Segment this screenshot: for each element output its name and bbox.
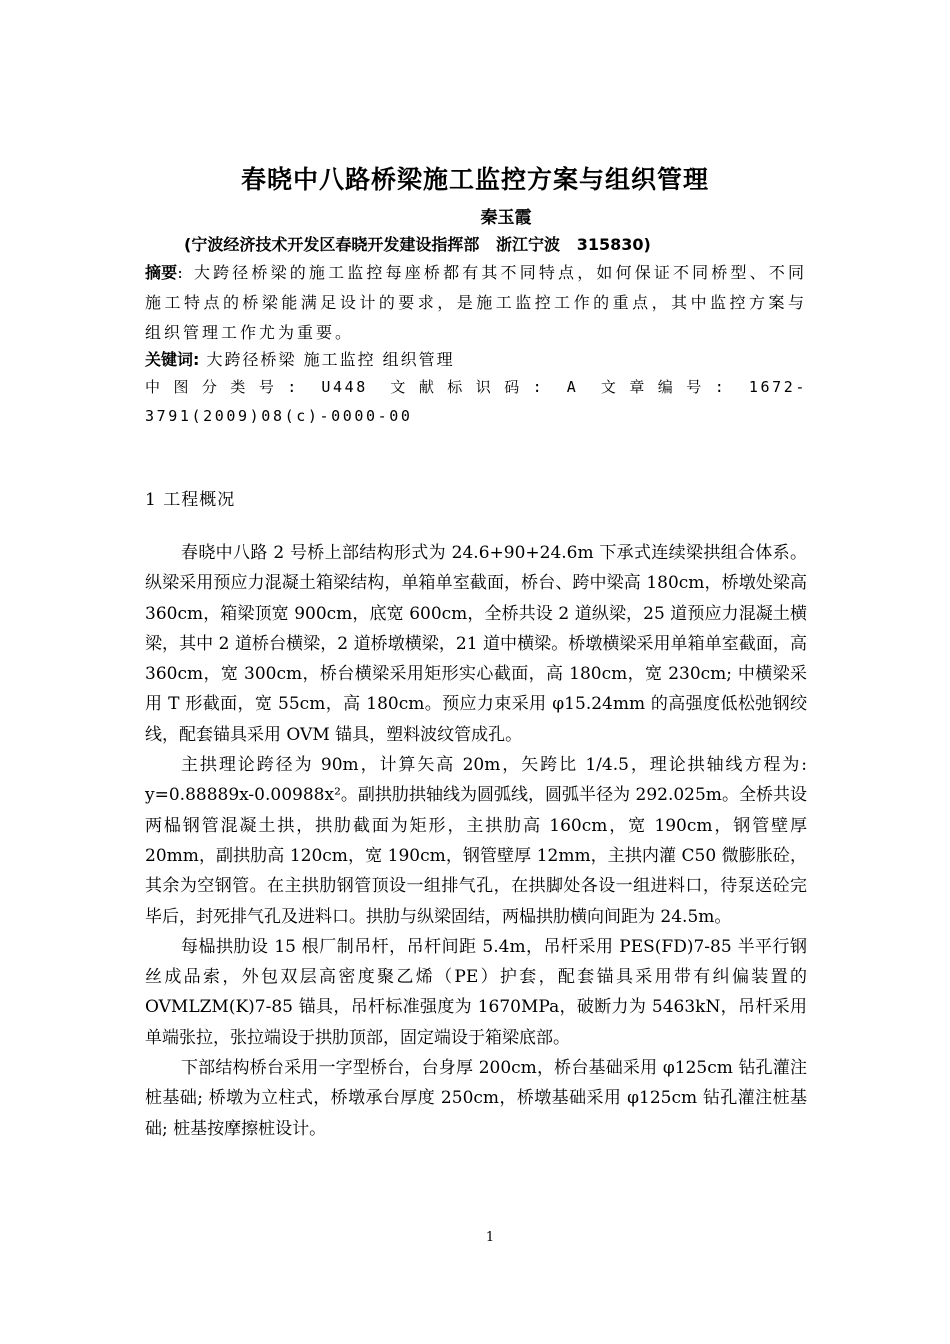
body-paragraph: 主拱理论跨径为 90m，计算矢高 20m，矢跨比 1/4.5，理论拱轴线方程为: y=0.88889x-0.00988x²。副拱肋拱轴线为圆弧线，圆弧半径为 292.025m。全桥共设两榀钢管混凝土拱，拱肋截面为矩形，主拱肋高 160cm，宽 190cm，钢管壁厚 20mm，副拱肋高 120cm，宽 190cm，钢管壁厚 12mm，主拱内灌 C50 微膨胀砼，其余为空钢管。在主拱肋钢管顶设一组排气孔，在拱脚处各设一组进料口，待泵送砼完毕后，封死排气孔及进料口。拱肋与纵梁固结，两榀拱肋横向间距为 24.5m。 (145, 755, 807, 927)
body-text (145, 538, 807, 1144)
keywords-label: 关键词: (145, 350, 200, 369)
abstract-text: : 大跨径桥梁的施工监控每座桥都有其不同特点，如何保证不同桥型、不同施工特点的桥梁能满足设计的要求，是施工监控工作的重点，其中监控方案与组织管理工作尤为重要。 (145, 263, 807, 342)
paper-title: 春晓中八路桥梁施工监控方案与组织管理 (240, 165, 709, 194)
body-paragraph: 春晓中八路 2 号桥上部结构形式为 24.6+90+24.6m 下承式连续梁拱组合体系。纵梁采用预应力混凝土箱梁结构，单箱单室截面，桥台、跨中梁高 180cm，桥墩处梁高 360cm，箱梁顶宽 900cm，底宽 600cm，全桥共设 2 道纵梁，25 道预应力混凝土横梁，其中 2 道桥台横梁，2 道桥墩横梁，21 道中横梁。桥墩横梁采用单箱单室截面，高 360cm，宽 300cm，桥台横梁采用矩形实心截面，高 180cm，宽 230cm; 中横梁采用 T 形截面，宽 55cm，高 180cm。预应力束采用 φ15.24mm 的高强度低松弛钢绞线，配套锚具采用 OVM 锚具，塑料波纹管成孔。 (145, 543, 807, 745)
abstract-label: 摘要 (145, 263, 178, 282)
abstract (145, 258, 807, 348)
author-name: 秦玉霞 (480, 208, 532, 228)
page-number: 1 (485, 1230, 495, 1245)
keywords (145, 345, 807, 375)
classification-line: 中图分类号: U448 文献标识码: A 文章编号: 1672-3791(2009)08(c)-0000-00 (145, 378, 807, 425)
body-paragraph: 下部结构桥台采用一字型桥台，台身厚 200cm，桥台基础采用 φ125cm 钻孔灌注桩基础; 桥墩为立柱式，桥墩承台厚度 250cm，桥墩基础采用 φ125cm 钻孔灌注桩基础; 桩基按摩擦桩设计。 (145, 1058, 807, 1139)
body-paragraph: 每榀拱肋设 15 根厂制吊杆，吊杆间距 5.4m，吊杆采用 PES(FD)7-85 半平行钢丝成品索，外包双层高密度聚乙烯（PE）护套，配套锚具采用带有纠偏装置的 OVMLZM(K)7-85 锚具，吊杆标准强度为 1670MPa，破断力为 5463kN，吊杆采用单端张拉，张拉端设于拱肋顶部，固定端设于箱梁底部。 (145, 936, 807, 1048)
keywords-text: 大跨径桥梁 施工监控 组织管理 (199, 350, 455, 369)
author-affiliation: (宁波经济技术开发区春晓开发建设指挥部 浙江宁波 315830) (184, 235, 651, 254)
section-heading: 1 工程概况 (145, 490, 236, 510)
